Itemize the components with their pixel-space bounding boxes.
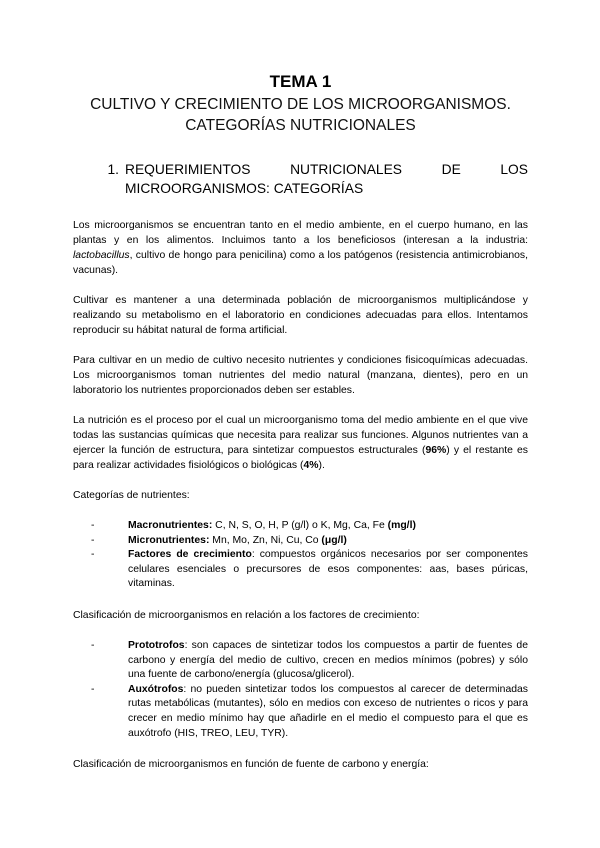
section-heading (73, 160, 528, 198)
section-heading-line-1: REQUERIMIENTOS NUTRICIONALES DE LOS (125, 162, 528, 177)
italic-term: lactobacillus (73, 250, 130, 261)
list-item-auxotrofos: - Auxótrofos: no pueden sintetizar todos los compuestos al carecer de determinadas rutas metabólicas (mutantes), sólo en medios con exceso de nutrientes o ricos y para crecer en medio mínimo hay que añadirle en el medio el compuesto para el que es auxótrofo (HIS, TREO, LEU, TYR). (73, 683, 528, 741)
list-item-micronutrientes: - Micronutrientes: Mn, Mo, Zn, Ni, Cu, Co (μg/l) (73, 534, 528, 549)
growth-type-list (73, 639, 528, 741)
list-item-macronutrientes: - Macronutrientes: C, N, S, O, H, P (g/l) o K, Mg, Ca, Fe (mg/l) (73, 519, 528, 534)
page-subtitle (73, 94, 528, 136)
list-item-prototrofos: - Prototrofos: son capaces de sintetizar todos los compuestos a partir de fuentes de carbono y energía del medio de cultivo, crecen en medios mínimos (pobres) y sólo una fuente de carbono/energía (glucosa/glicerol). (73, 639, 528, 683)
subtitle-line-2: CATEGORÍAS NUTRICIONALES (185, 117, 416, 134)
categories-intro: Categorías de nutrientes: (73, 490, 190, 501)
page-title: TEMA 1 (269, 72, 332, 91)
section-heading-line-2: MICROORGANISMOS: CATEGORÍAS (125, 181, 364, 196)
paragraph-microorganisms: Los microorganismos se encuentran tanto en el medio ambiente, en el cuerpo humano, en las plantas y en los alimentos. Incluimos tanto a los beneficiosos (interesan a la industria: lactobacillus, cultivo de hongo para penicilina) como a los patógenos (resistencia antimicrobianos, vacunas). (73, 220, 528, 276)
list-item-factores: - Factores de crecimiento: compuestos orgánicos necesarios por ser componentes celulares esenciales o precursores de esos componentes: aas, bases púricas, vitaminas. (73, 548, 528, 592)
paragraph-nutricion: La nutrición es el proceso por el cual un microorganismo toma del medio ambiente en el que vive todas las sustancias químicas que necesita para realizar sus funciones. Algunos nutrientes van a ejercer la función de estructura, para sintetizar compuestos estructurales (96%) y el restante es para realizar actividades fisiológicos o biológicas (4%). (73, 415, 529, 471)
document-page (73, 72, 528, 772)
classification-growth-intro: Clasificación de microorganismos en relación a los factores de crecimiento: (73, 609, 420, 621)
paragraph-nutrients: Para cultivar en un medio de cultivo necesito nutrientes y condiciones fisicoquímicas adecuadas. Los microorganismos toman nutrientes del medio natural (manzana, dientes), pero en un laboratorio los nutrientes proporcionados deben ser estables. (73, 355, 528, 396)
section-number: 1. (107, 162, 119, 177)
nutrient-list (73, 519, 528, 592)
paragraph-cultivar: Cultivar es mantener a una determinada población de microorganismos multiplicándose y realizando su metabolismo en el laboratorio en condiciones adecuadas para ellos. Intentamos reproducir su hábitat natural de forma artificial. (73, 295, 528, 336)
subtitle-line-1: CULTIVO Y CRECIMIENTO DE LOS MICROORGANISMOS. (90, 96, 511, 113)
classification-carbon-intro: Clasificación de microorganismos en función de fuente de carbono y energía: (73, 759, 429, 771)
